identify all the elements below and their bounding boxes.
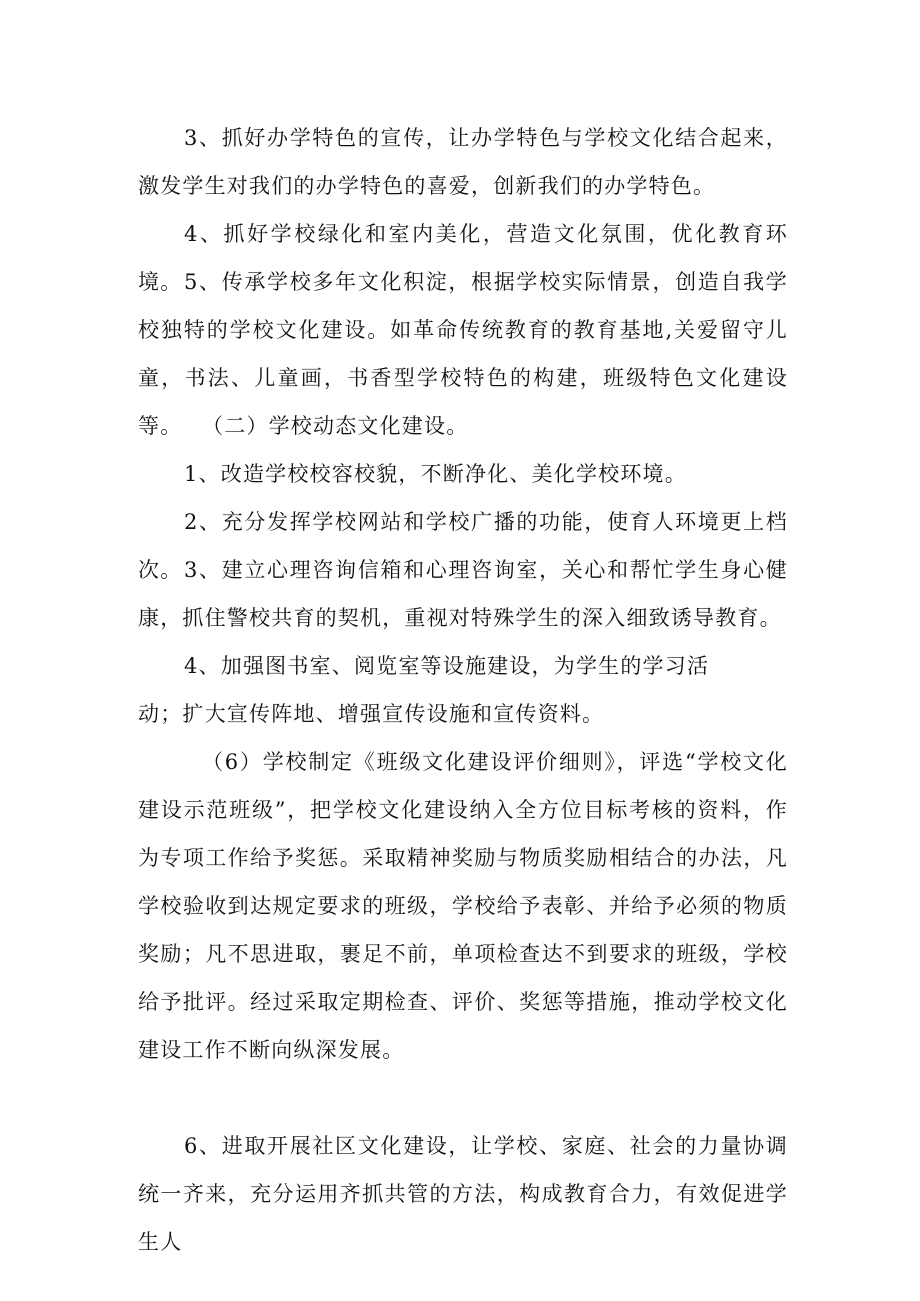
paragraph-item-2-website: 2、充分发挥学校网站和学校广播的功能，使育人环境更上档次。 bbox=[138, 510, 788, 582]
paragraph-item-4-greening: 4、抓好学校绿化和室内美化，营造文化氛围，优化教育环境。 bbox=[138, 222, 788, 294]
paragraph-item-6-evaluation: （6）学校制定《班级文化建设评价细则》，评选“学校文化建设示范班级”，把学校文化建设纳入全方位目标考核的资料，作为专项工作给予奖惩。采取精神奖励与物质奖励相结合的办法，凡学校验收到达规定要求的班级，学校给予表彰、并给予必须的物质奖励；凡不思进取，裹足不前，单项检查达不到要求的班级，学校给予批评。经过采取定期检查、评价、奖惩等措施，推动学校文化建设工作不断向纵深发展。 bbox=[138, 750, 788, 1062]
paragraph-item-4-library: 4、加强图书室、阅览室等设施建设，为学生的学习活 bbox=[184, 654, 710, 678]
paragraph-item-6-community: 6、进取开展社区文化建设，让学校、家庭、社会的力量协调统一齐来，充分运用齐抓共管的方法，构成教育合力，有效促进学生人 bbox=[138, 1134, 788, 1254]
paragraph-item-3-counseling: 3、建立心理咨询信箱和心理咨询室，关心和帮忙学生身心健康，抓住警校共育的契机，重视对特殊学生的深入细致诱导教育。 bbox=[138, 558, 788, 630]
paragraph-item-3-promotion: 3、抓好办学特色的宣传，让办学特色与学校文化结合起来，激发学生对我们的办学特色的喜爱，创新我们的办学特色。 bbox=[138, 126, 788, 198]
paragraph-item-1-campus: 1、改造学校校容校貌，不断净化、美化学校环境。 bbox=[184, 462, 687, 486]
paragraph-item-5-heritage: 5、传承学校多年文化积淀，根据学校实际情景，创造自我学校独特的学校文化建设。如革命传统教育的教育基地,关爱留守儿童，书法、儿童画，书香型学校特色的构建，班级特色文化建设等。 bbox=[138, 270, 788, 438]
section-heading-dynamic-culture: （二）学校动态文化建设。 bbox=[202, 414, 469, 438]
paragraph-item-4-library-continued: 动；扩大宣传阵地、增强宣传设施和宣传资料。 bbox=[138, 702, 605, 726]
